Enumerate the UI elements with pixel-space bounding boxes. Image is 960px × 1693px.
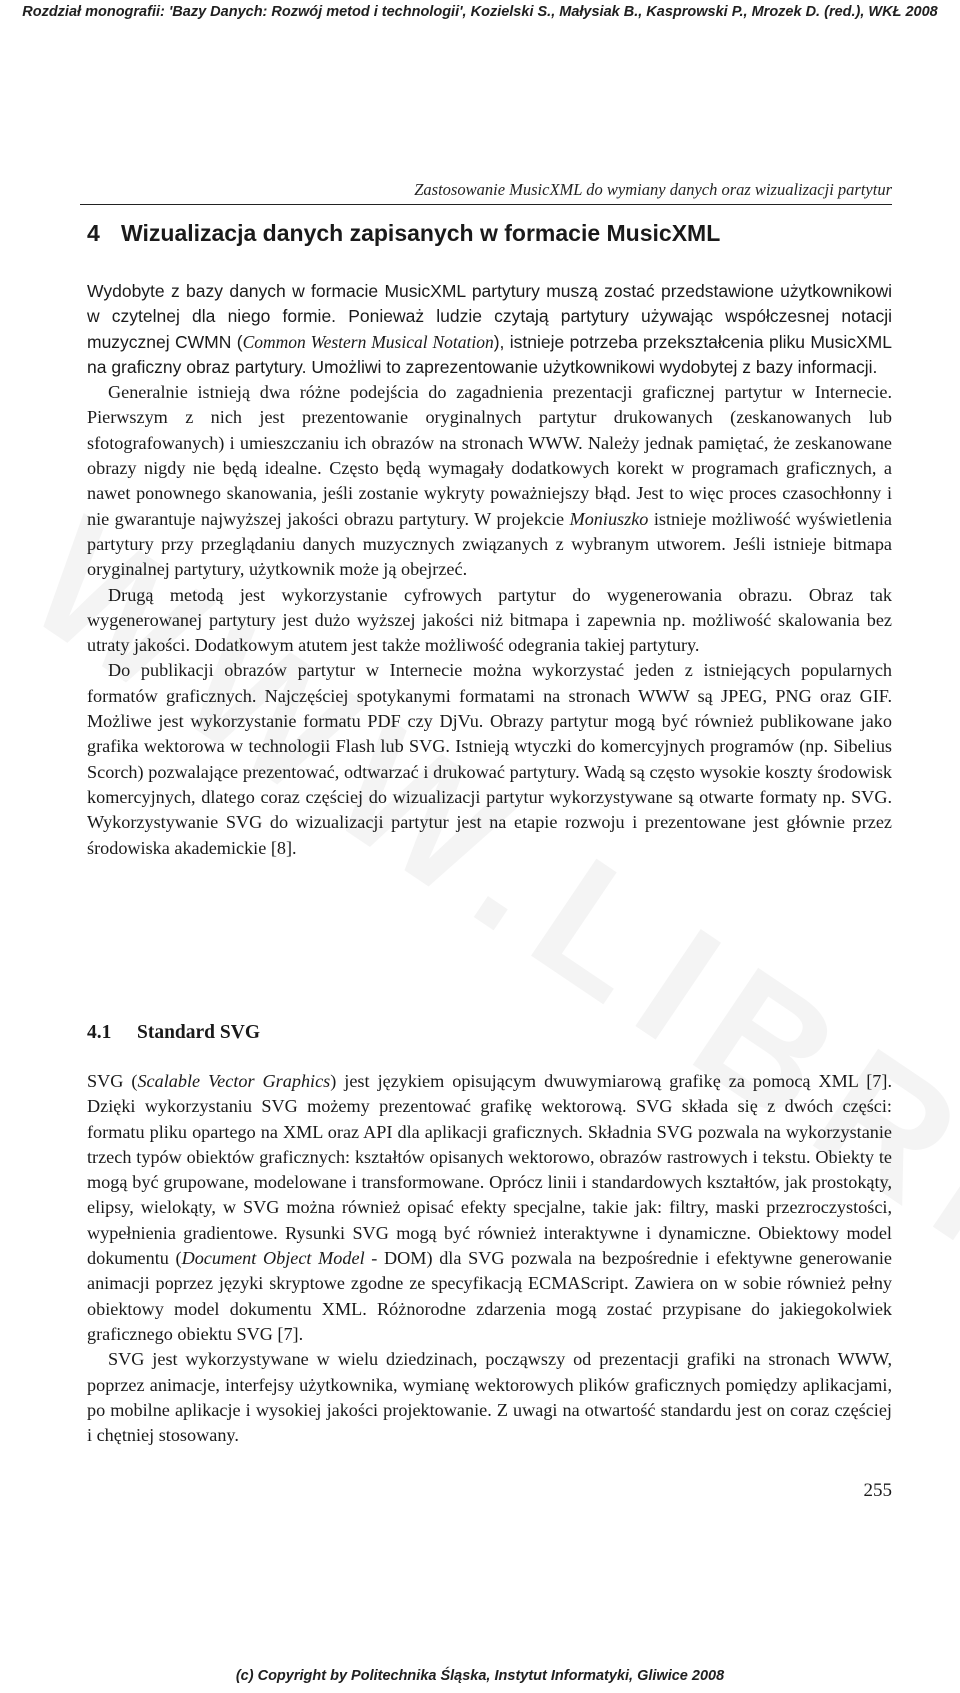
paragraph-text: istnieje możliwość wyświetlenia partytury przy przeglądaniu danych muzycznych związanych z wybranym utworem. Jeśli istnieje bitmapa oryginalnej partytury, użytkownik może ją obejrzeć. bbox=[87, 508, 892, 580]
section-number: 4 bbox=[87, 220, 100, 246]
page-number: 255 bbox=[863, 1480, 892, 1501]
paragraph-text: Wydobyte z bazy danych w formacie MusicXML partytury muszą zostać przedstawione użytkownikowi w czytelnej dla niego formie. Ponieważ ludzie czytają partytury używając współczesnej notacji muzycznej CWMN ( bbox=[87, 281, 892, 352]
section-heading bbox=[87, 218, 892, 248]
section-title: Wizualizacja danych zapisanych w formacie MusicXML bbox=[121, 220, 721, 246]
subsection-heading bbox=[87, 1020, 892, 1046]
paragraph-text: ), istnieje potrzeba przekształcenia pliku MusicXML na graficzny obraz partytury. Umożliwi to zaprezentowanie użytkownikowi wydobytej z bazy informacji. bbox=[87, 331, 892, 377]
paragraph bbox=[87, 1069, 892, 1347]
paragraph-emphasis: Common Western Musical Notation bbox=[242, 331, 494, 352]
monograph-banner: Rozdział monografii: 'Bazy Danych: Rozwój metod i technologii', Kozielski S., Małysiak B., Kasprowski P., Mrozek D. (red.), WKŁ 2008 bbox=[22, 4, 938, 20]
paragraph-emphasis: Document Object Model bbox=[181, 1248, 365, 1269]
paragraph: Drugą metodą jest wykorzystanie cyfrowych partytur do wygenerowania obrazu. Obraz tak wygenerowanej partytury jest dużo wyższej jakości niż bitmapa i zapewnia np. możliwość skalowania bez utraty jakości. Dodatkowym atutem jest także możliwość odegrania takiej partytury. bbox=[87, 584, 892, 656]
subsection-body bbox=[87, 1069, 892, 1448]
subsection-number: 4.1 bbox=[87, 1022, 112, 1043]
header-rule bbox=[80, 204, 892, 205]
running-head: Zastosowanie MusicXML do wymiany danych oraz wizualizacji partytur bbox=[414, 180, 892, 199]
copyright-footer: (c) Copyright by Politechnika Śląska, Instytut Informatyki, Gliwice 2008 bbox=[235, 1668, 725, 1684]
paragraph bbox=[87, 380, 892, 582]
paragraph bbox=[87, 279, 892, 380]
paragraph: Do publikacji obrazów partytur w Internecie można wykorzystać jeden z istniejących popularnych formatów graficznych. Najczęściej spotykanymi formatami na stronach WWW są JPEG, PNG oraz GIF. Możliwe jest wykorzystanie formatu PDF czy DjVu. Obrazy partytur mogą być również publikowane jako grafika wektorowa w technologii Flash lub SVG. Istnieją wtyczki do komercyjnych programów (np. Sibelius Scorch) pozwalające prezentować, odtwarzać i drukować partytury. Wadą są często wysokie koszty środowisk komercyjnych, dlatego coraz częściej do wizualizacji partytur wykorzystywane są otwarte formaty np. SVG. Wykorzystywanie SVG do wizualizacji partytur jest na etapie rozwoju i prezentowane jest głównie przez środowiska akademickie [8]. bbox=[87, 660, 892, 858]
subsection-title: Standard SVG bbox=[137, 1022, 260, 1043]
paragraph-emphasis: Moniuszko bbox=[569, 508, 649, 529]
paragraph-text: - DOM) dla SVG pozwala na bezpośrednie i efektywne generowanie animacji poprzez języki skryptowe zgodne ze specyfikacją ECMAScript. Zawiera on w sobie również pełny obiektowy model dokumentu XML. Różnorodne zdarzenia mogą zostać przypisane do jakiegokolwiek graficznego obiektu SVG [7]. bbox=[87, 1248, 892, 1344]
paragraph-text: SVG ( bbox=[87, 1071, 138, 1091]
paragraph-emphasis: Scalable Vector Graphics bbox=[137, 1071, 331, 1091]
section-body bbox=[87, 279, 892, 861]
paragraph-text: ) jest językiem opisującym dwuwymiarową grafikę za pomocą XML [7]. Dzięki wykorzystaniu SVG możemy prezentować grafikę wektorową. SVG składa się z dwóch części: formatu pliku opartego na XML oraz API dla aplikacji graficznych. Składnia SVG pozwala na wykorzystanie trzech typów obiektów graficznych: kształtów opisanych wektorowo, obrazów rastrowych i tekstu. Obiekty te mogą być grupowane, modelowane i transformowane. Oprócz linii i standardowych kształtów, jak prostokąty, elipsy, wielokąty, w SVG można również opisać efekty specjalne, takie jak: filtry, maski przezroczystości, wypełnienia gradientowe. Rysunki SVG mogą być również interaktywne i dynamiczne. Obiektowy model dokumentu ( bbox=[87, 1071, 892, 1269]
paragraph: SVG jest wykorzystywane w wielu dziedzinach, począwszy od prezentacji grafiki na stronach WWW, poprzez animacje, interfejsy użytkownika, wymianę wektorowych plików graficznych pomiędzy aplikacjami, po mobilne aplikacje i wysokiej jakości projektowanie. Z uwagi na otwartość standardu jest on coraz częściej i chętniej stosowany. bbox=[87, 1349, 892, 1446]
paragraph-text: Generalnie istnieją dwa różne podejścia do zagadnienia prezentacji graficznej partytur w Internecie. Pierwszym z nich jest prezentowanie oryginalnych partytur drukowanych (zeskanowanych lub sfotografowanych) i umieszczaniu ich obrazów na stronach WWW. Należy jednak pamiętać, że zeskanowane obrazy nigdy nie będą idealne. Często będą wymagały dodatkowych korekt w programach graficznych, a nawet ponownego skanowania, jeśli zostanie wykryty poważniejszy błąd. Jest to więc proces czasochłonny i nie gwarantuje najwyższej jakości obrazu partytury. W projekcie bbox=[87, 382, 892, 529]
